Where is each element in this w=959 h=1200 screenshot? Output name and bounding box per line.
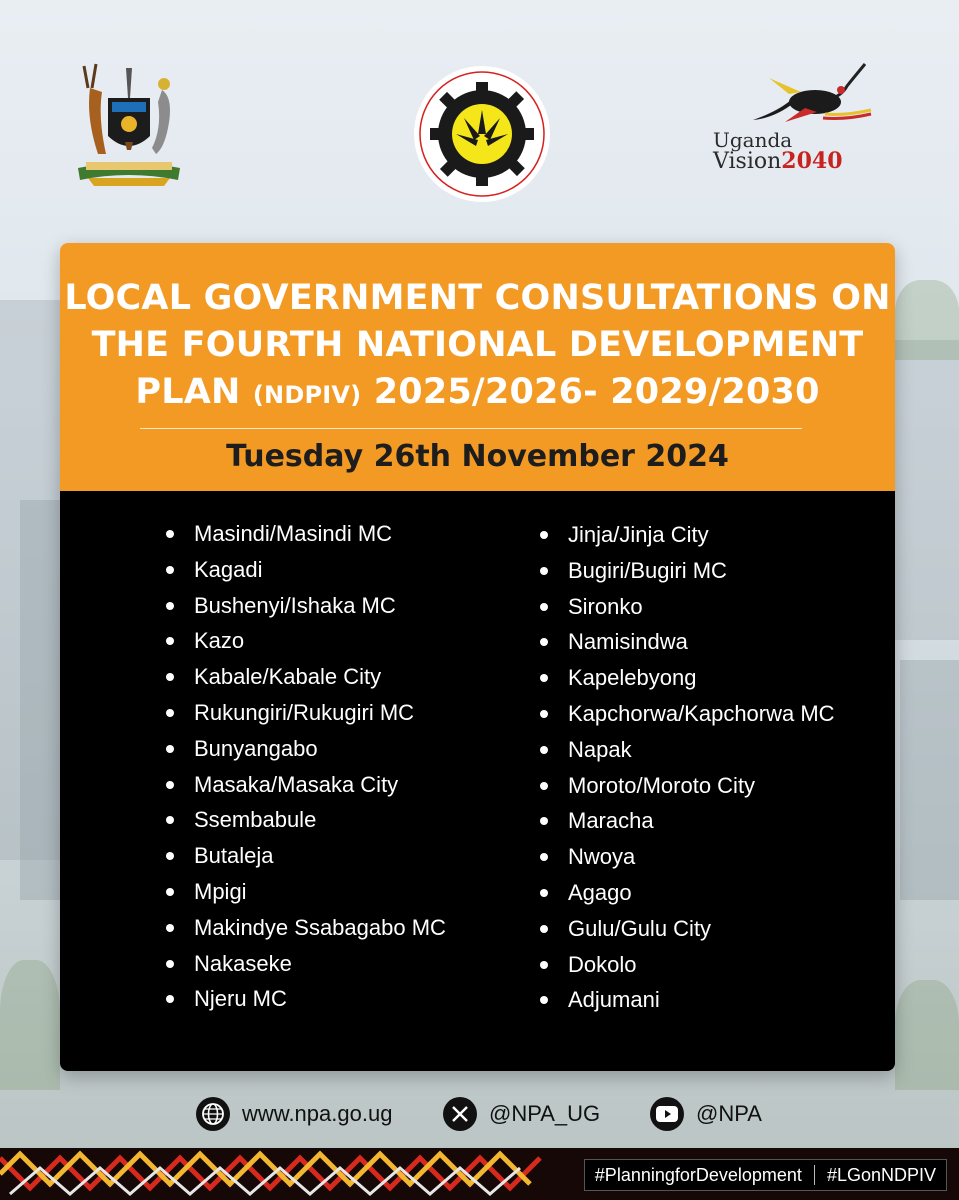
bullet-icon xyxy=(166,995,174,1003)
bullet-icon xyxy=(166,924,174,932)
uganda-coat-of-arms-logo xyxy=(68,58,190,190)
x-profile-link[interactable] xyxy=(443,1090,600,1138)
district-name: Maracha xyxy=(568,808,654,834)
district-name: Makindye Ssabagabo MC xyxy=(194,914,446,940)
district-list-item xyxy=(538,553,835,589)
district-list-item xyxy=(538,517,835,553)
x-handle-text: @NPA_UG xyxy=(489,1101,601,1126)
district-list-right xyxy=(538,517,835,1018)
district-list-item xyxy=(164,659,446,695)
district-name: Ssembabule xyxy=(194,807,317,833)
district-name: Kapchorwa/Kapchorwa MC xyxy=(568,700,835,726)
youtube-handle-text: @NPA xyxy=(696,1101,762,1126)
youtube-icon xyxy=(650,1097,684,1131)
hashtag-planning[interactable]: #PlanningforDevelopment xyxy=(594,1164,802,1185)
district-name: Mpigi xyxy=(194,878,247,904)
district-name: Dokolo xyxy=(568,951,637,977)
district-name: Bunyangabo xyxy=(194,735,318,761)
motto-ribbon xyxy=(86,162,172,170)
bullet-icon xyxy=(166,602,174,610)
contact-bar xyxy=(0,1090,959,1138)
bullet-icon xyxy=(540,817,548,825)
card-header xyxy=(60,243,895,491)
x-logo-icon xyxy=(443,1097,477,1131)
district-list-item xyxy=(164,838,446,874)
district-list-item xyxy=(164,874,446,910)
district-name: Masindi/Masindi MC xyxy=(194,521,393,546)
district-list-item xyxy=(164,516,446,552)
district-list-item xyxy=(538,982,835,1018)
district-name: Namisindwa xyxy=(568,629,688,655)
website-text: www.npa.go.ug xyxy=(242,1101,393,1126)
district-name: Bugiri/Bugiri MC xyxy=(568,557,727,583)
bullet-icon xyxy=(166,637,174,645)
district-list-item xyxy=(538,803,835,839)
district-list-item xyxy=(538,768,835,804)
district-name: Moroto/Moroto City xyxy=(568,772,756,798)
event-date: Tuesday 26th November 2024 xyxy=(226,439,729,474)
title-abbr: (NDPIV) xyxy=(252,381,362,409)
bullet-icon xyxy=(540,674,548,682)
consultation-card xyxy=(60,243,895,1071)
district-list-item xyxy=(538,947,835,983)
district-list-item xyxy=(538,589,835,625)
district-list-left xyxy=(164,516,446,1017)
district-list-item xyxy=(164,767,446,803)
district-name: Kapelebyong xyxy=(568,665,697,691)
district-list-item xyxy=(538,732,835,768)
hashtag-divider xyxy=(814,1165,815,1185)
bullet-icon xyxy=(166,673,174,681)
bullet-icon xyxy=(166,709,174,717)
bullet-icon xyxy=(166,530,174,538)
district-list-item xyxy=(164,981,446,1017)
bullet-icon xyxy=(166,852,174,860)
footer-band xyxy=(0,1148,959,1200)
vision-year: 2040 xyxy=(781,148,843,174)
district-list-item xyxy=(164,910,446,946)
district-name: Kazo xyxy=(194,628,245,654)
page-title xyxy=(60,275,895,419)
district-list-item xyxy=(164,946,446,982)
title-line-3-pre: PLAN xyxy=(135,372,253,412)
title-line-3-post: 2025/2026- 2029/2030 xyxy=(361,372,820,412)
hashtag-box xyxy=(584,1159,947,1191)
district-list-item xyxy=(164,588,446,624)
district-list-panel xyxy=(60,491,895,1071)
district-name: Butaleja xyxy=(194,843,274,869)
vision-line1: Uganda xyxy=(713,128,793,152)
district-list-item xyxy=(538,660,835,696)
district-name: Bushenyi/Ishaka MC xyxy=(194,592,396,618)
district-name: Njeru MC xyxy=(194,986,287,1012)
district-name: Nakaseke xyxy=(194,950,292,976)
district-name: Napak xyxy=(568,736,632,762)
district-list-item xyxy=(538,875,835,911)
bullet-icon xyxy=(540,603,548,611)
bullet-icon xyxy=(166,745,174,753)
title-line-2: THE FOURTH NATIONAL DEVELOPMENT xyxy=(91,325,864,365)
district-list-item xyxy=(164,731,446,767)
crested-crane-icon xyxy=(705,58,875,128)
youtube-link[interactable] xyxy=(650,1090,762,1138)
header-divider xyxy=(140,428,802,429)
hashtag-lgonndpiv[interactable]: #LGonNDPIV xyxy=(826,1164,936,1185)
district-name: Gulu/Gulu City xyxy=(568,915,712,941)
bullet-icon xyxy=(540,567,548,575)
district-name: Rukungiri/Rukugiri MC xyxy=(194,699,415,725)
bullet-icon xyxy=(540,961,548,969)
globe-icon xyxy=(196,1097,230,1131)
bullet-icon xyxy=(540,638,548,646)
logo-bar xyxy=(0,0,959,240)
district-name: Kabale/Kabale City xyxy=(194,664,382,690)
uganda-vision-2040-logo xyxy=(705,58,875,178)
district-name: Sironko xyxy=(568,593,643,619)
bullet-icon xyxy=(166,960,174,968)
district-list-item xyxy=(538,911,835,947)
district-name: Kagadi xyxy=(194,556,263,582)
district-list-item xyxy=(164,802,446,838)
district-list-item xyxy=(538,839,835,875)
bullet-icon xyxy=(166,566,174,574)
district-list-item xyxy=(164,552,446,588)
district-list-item xyxy=(538,624,835,660)
bullet-icon xyxy=(166,888,174,896)
vision-word: Vision xyxy=(713,149,782,174)
bullet-icon xyxy=(540,853,548,861)
bullet-icon xyxy=(166,816,174,824)
bullet-icon xyxy=(166,781,174,789)
district-name: Masaka/Masaka City xyxy=(194,771,399,797)
bullet-icon xyxy=(540,531,548,539)
bullet-icon xyxy=(540,925,548,933)
bullet-icon xyxy=(540,710,548,718)
district-name: Adjumani xyxy=(568,987,660,1013)
bullet-icon xyxy=(540,746,548,754)
district-name: Nwoya xyxy=(568,844,636,870)
district-name: Jinja/Jinja City xyxy=(568,522,709,547)
bullet-icon xyxy=(540,782,548,790)
bullet-icon xyxy=(540,889,548,897)
npa-logo xyxy=(412,64,552,204)
district-list-item xyxy=(164,623,446,659)
district-list-item xyxy=(164,695,446,731)
bullet-icon xyxy=(540,996,548,1004)
website-link[interactable] xyxy=(196,1090,392,1138)
district-name: Agago xyxy=(568,879,632,905)
district-list-item xyxy=(538,696,835,732)
title-line-1: LOCAL GOVERNMENT CONSULTATIONS ON xyxy=(64,278,891,318)
